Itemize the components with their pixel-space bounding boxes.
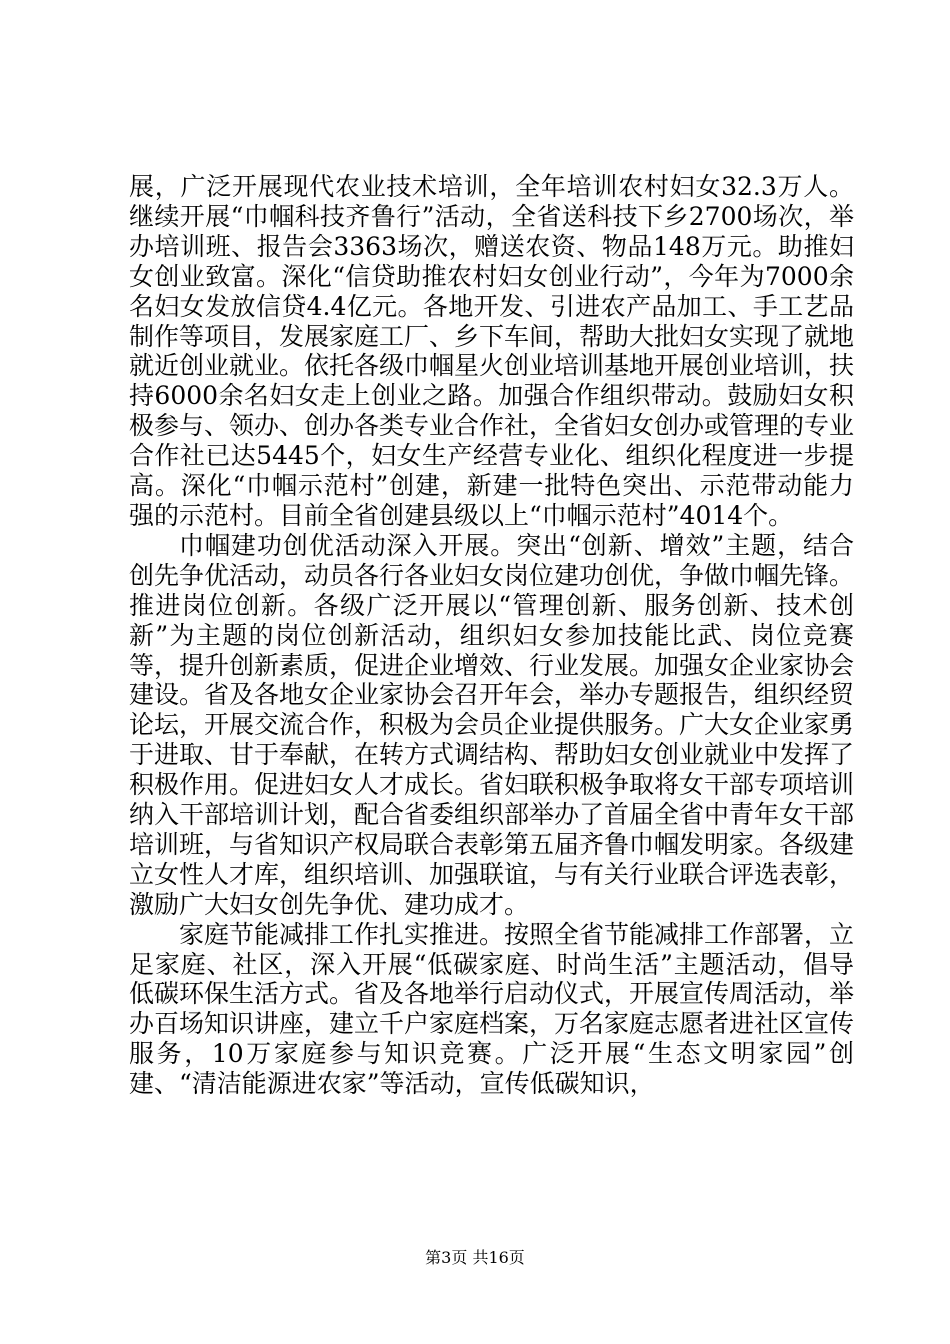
paragraph-3: 家庭节能减排工作扎实推进。按照全省节能减排工作部署，立足家庭、社区，深入开展“低碳家庭、时尚生活”主题活动，倡导低碳环保生活方式。省及各地举行启动仪式，开展宣传周活动，举办百场知识讲座，建立千户家庭档案，万名家庭志愿者进社区宣传服务，10万家庭参与知识竞赛。广泛开展“生态文明家园”创建、“清洁能源进农家”等活动，宣传低碳知识，	[129, 919, 855, 1099]
page-footer: 第3页 共16页	[425, 1248, 525, 1267]
paragraph-1: 展，广泛开展现代农业技术培训，全年培训农村妇女32.3万人。继续开展“巾帼科技齐鲁行”活动，全省送科技下乡2700场次，举办培训班、报告会3363场次，赠送农资、物品148万元。助推妇女创业致富。深化“信贷助推农村妇女创业行动”，今年为7000余名妇女发放信贷4.4亿元。各地开发、引进农产品加工、手工艺品制作等项目，发展家庭工厂、乡下车间，帮助大批妇女实现了就地就近创业就业。依托各级巾帼星火创业培训基地开展创业培训，扶持6000余名妇女走上创业之路。加强合作组织带动。鼓励妇女积极参与、领办、创办各类专业合作社，全省妇女创办或管理的专业合作社已达5445个，妇女生产经营专业化、组织化程度进一步提高。深化“巾帼示范村”创建，新建一批特色突出、示范带动能力强的示范村。目前全省创建县级以上“巾帼示范村”4014个。	[129, 172, 855, 530]
document-body	[129, 172, 854, 1099]
paragraph-2: 巾帼建功创优活动深入开展。突出“创新、增效”主题，结合创先争优活动，动员各行各业妇女岗位建功创优，争做巾帼先锋。推进岗位创新。各级广泛开展以“管理创新、服务创新、技术创新”为主题的岗位创新活动，组织妇女参加技能比武、岗位竞赛等，提升创新素质，促进企业增效、行业发展。加强女企业家协会建设。省及各地女企业家协会召开年会，举办专题报告，组织经贸论坛，开展交流合作，积极为会员企业提供服务。广大女企业家勇于进取、甘于奉献，在转方式调结构、帮助妇女创业就业中发挥了积极作用。促进妇女人才成长。省妇联积极争取将女干部专项培训纳入干部培训计划，配合省委组织部举办了首届全省中青年女干部培训班，与省知识产权局联合表彰第五届齐鲁巾帼发明家。各级建立女性人才库，组织培训、加强联谊，与有关行业联合评选表彰，激励广大妇女创先争优、建功成才。	[129, 530, 855, 919]
